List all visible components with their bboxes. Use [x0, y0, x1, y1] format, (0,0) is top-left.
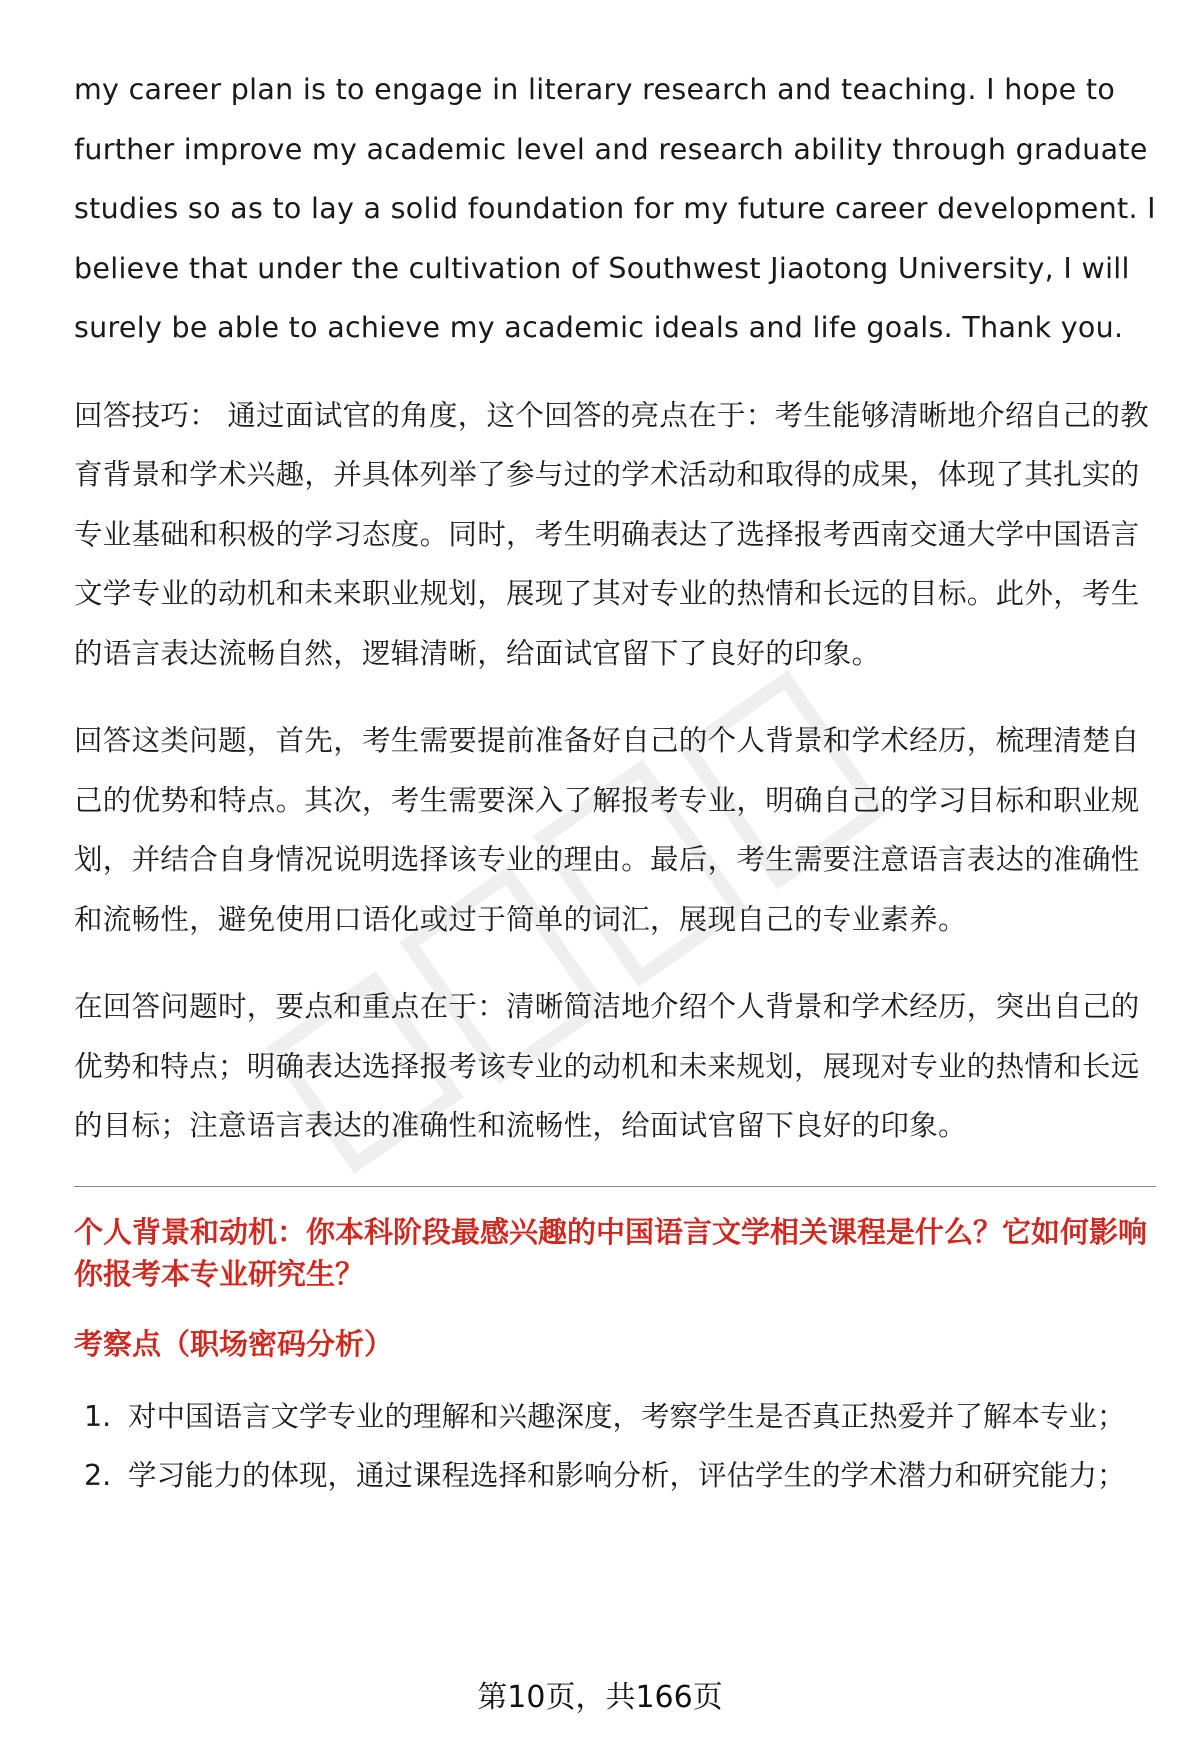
list-item-text: 学习能力的体现，通过课程选择和影响分析，评估学生的学术潜力和研究能力；	[128, 1459, 1126, 1492]
page-number-footer: 第10页，共166页	[477, 1680, 723, 1715]
list-item-text: 对中国语言文学专业的理解和兴趣深度，考察学生是否真正热爱并了解本专业；	[128, 1399, 1126, 1433]
list-item	[74, 1387, 1156, 1447]
question-heading: 个人背景和动机：你本科阶段最感兴趣的中国语言文学相关课程是什么？它如何影响你报考本专业研究生？	[74, 1214, 1148, 1291]
list-item-number: 2.	[84, 1459, 112, 1492]
answer-tips-paragraph: 回答技巧： 通过面试官的角度，这个回答的亮点在于：考生能够清晰地介绍自己的教育背景和学术兴趣，并具体列举了参与过的学术活动和取得的成果，体现了其扎实的专业基础和积极的学习态度。同时，考生明确表达了选择报考西南交通大学中国语言文学专业的动机和未来职业规划，展现了其对专业的热情和长远的目标。此外，考生的语言表达流畅自然，逻辑清晰，给面试官留下了良好的印象。	[74, 398, 1149, 670]
answer-method-paragraph: 回答这类问题，首先，考生需要提前准备好自己的个人背景和学术经历，梳理清楚自己的优势和特点。其次，考生需要深入了解报考专业，明确自己的学习目标和职业规划，并结合自身情况说明选择该专业的理由。最后，考生需要注意语言表达的准确性和流畅性，避免使用口语化或过于简单的词汇，展现自己的专业素养。	[74, 724, 1140, 936]
list-item	[74, 1446, 1156, 1506]
document-page	[74, 60, 1156, 1506]
answer-paragraph-english: my career plan is to engage in literary research and teaching. I hope to further improve my academic level and research ability through graduate studies so as to lay a solid foundation for my future career development. I believe that under the cultivation of Southwest Jiaotong University, I will surely be able to achieve my academic ideals and life goals. Thank you.	[74, 73, 1156, 344]
assessment-points-heading: 考察点（职场密码分析）	[74, 1326, 394, 1361]
list-item-number: 1.	[84, 1399, 112, 1433]
section-divider	[74, 1186, 1156, 1187]
answer-keypoints-paragraph: 在回答问题时，要点和重点在于：清晰简洁地介绍个人背景和学术经历，突出自己的优势和特点；明确表达选择报考该专业的动机和未来规划，展现对专业的热情和长远的目标；注意语言表达的准确性和流畅性，给面试官留下良好的印象。	[74, 990, 1140, 1142]
assessment-points-list	[74, 1387, 1156, 1506]
